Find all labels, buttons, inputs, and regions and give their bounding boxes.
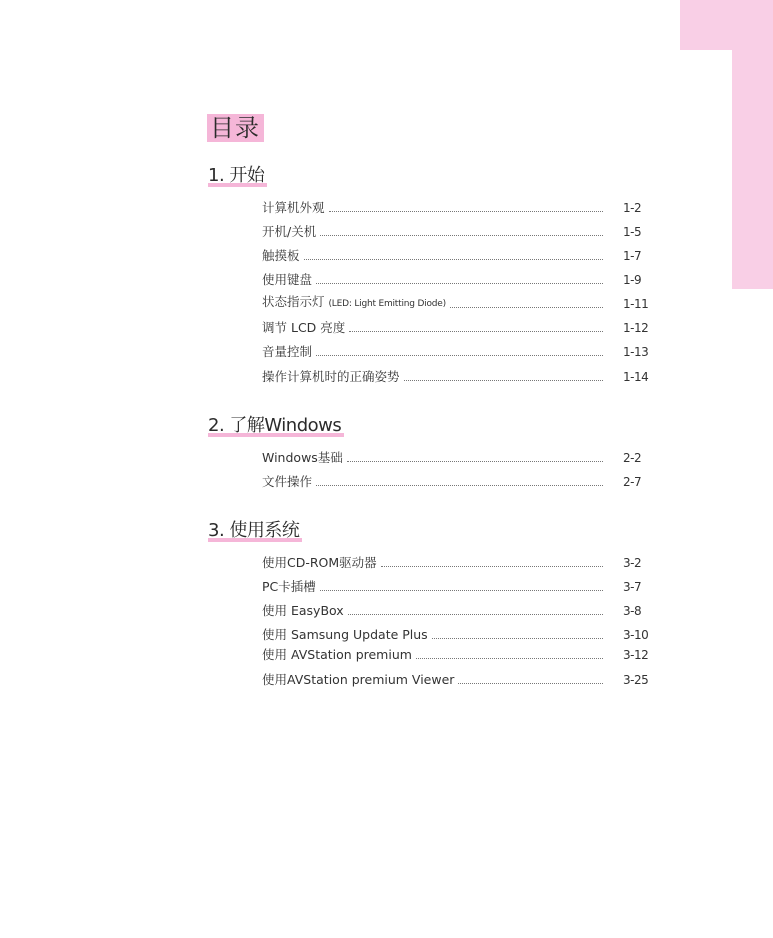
dot-leader bbox=[349, 330, 603, 332]
toc-entry-page: 3-25 bbox=[623, 673, 649, 687]
toc-entry-label bbox=[262, 294, 446, 312]
dot-leader bbox=[381, 565, 603, 567]
toc-entry-page: 2-7 bbox=[623, 475, 642, 489]
dot-leader bbox=[320, 589, 603, 591]
toc-entry[interactable] bbox=[262, 198, 644, 216]
toc-entry-label: 开机/关机 bbox=[262, 224, 317, 239]
toc-entry-label: Windows基础 bbox=[262, 450, 343, 465]
toc-entry[interactable] bbox=[262, 448, 644, 466]
toc-entry[interactable] bbox=[262, 577, 644, 595]
dot-leader bbox=[404, 379, 603, 381]
toc-entry-page: 1-12 bbox=[623, 321, 649, 335]
dot-leader bbox=[316, 484, 603, 486]
toc-entry-label: 使用AVStation premium Viewer bbox=[262, 672, 455, 687]
toc-entry-label: 使用 Samsung Update Plus bbox=[262, 627, 428, 642]
toc-entry-page: 1-13 bbox=[623, 345, 649, 359]
toc-entry[interactable] bbox=[262, 246, 644, 264]
toc-entry-page: 3-10 bbox=[623, 628, 649, 642]
dot-leader bbox=[416, 657, 603, 659]
toc-entry[interactable] bbox=[262, 294, 649, 312]
dot-leader bbox=[347, 460, 603, 462]
dot-leader bbox=[458, 682, 603, 684]
chapter-tab-top bbox=[680, 0, 773, 50]
toc-entry-page: 1-2 bbox=[623, 201, 642, 215]
toc-entry[interactable] bbox=[262, 342, 649, 360]
dot-leader bbox=[304, 258, 603, 260]
toc-entry-label-sub: (LED: Light Emitting Diode) bbox=[328, 299, 446, 309]
toc-entry-label: 调节 LCD 亮度 bbox=[262, 320, 346, 335]
toc-entry-label: 使用 EasyBox bbox=[262, 603, 344, 618]
toc-entry-page: 3-2 bbox=[623, 556, 642, 570]
toc-entry-page: 1-11 bbox=[623, 297, 649, 311]
toc-entry[interactable] bbox=[262, 553, 644, 571]
dot-leader bbox=[329, 210, 603, 212]
toc-title: 目录 bbox=[207, 114, 264, 142]
toc-entry-label: 使用键盘 bbox=[262, 272, 313, 287]
toc-entry-label-main: 状态指示灯 bbox=[262, 294, 325, 309]
toc-entry[interactable] bbox=[262, 270, 644, 288]
toc-entry-label: 操作计算机时的正确姿势 bbox=[262, 369, 400, 384]
chapter-tab-side bbox=[732, 50, 773, 289]
dot-leader bbox=[432, 637, 603, 639]
chapter-heading-1[interactable]: 1. 开始 bbox=[208, 165, 267, 187]
dot-leader bbox=[320, 234, 603, 236]
toc-entry[interactable] bbox=[262, 670, 649, 688]
toc-entry-page: 2-2 bbox=[623, 451, 642, 465]
toc-entry-label: 触摸板 bbox=[262, 248, 300, 263]
toc-entry-page: 1-9 bbox=[623, 273, 642, 287]
chapter-heading-2[interactable]: 2. 了解Windows bbox=[208, 415, 344, 437]
toc-entry-page: 3-12 bbox=[623, 648, 649, 662]
toc-entry-label: 音量控制 bbox=[262, 344, 313, 359]
toc-entry-label: PC卡插槽 bbox=[262, 579, 316, 594]
toc-entry-label: 计算机外观 bbox=[262, 200, 325, 215]
toc-entry[interactable] bbox=[262, 367, 649, 385]
dot-leader bbox=[316, 354, 603, 356]
dot-leader bbox=[450, 306, 603, 308]
toc-entry[interactable] bbox=[262, 222, 644, 240]
toc-entry-page: 3-8 bbox=[623, 604, 642, 618]
chapter-heading-3[interactable]: 3. 使用系统 bbox=[208, 520, 302, 542]
toc-entry-page: 1-14 bbox=[623, 370, 649, 384]
toc-entry[interactable] bbox=[262, 472, 644, 490]
toc-entry-page: 1-7 bbox=[623, 249, 642, 263]
toc-entry-label: 使用 AVStation premium bbox=[262, 647, 412, 662]
dot-leader bbox=[348, 613, 603, 615]
toc-entry-label: 文件操作 bbox=[262, 474, 313, 489]
dot-leader bbox=[316, 282, 603, 284]
toc-entry-page: 3-7 bbox=[623, 580, 642, 594]
toc-entry[interactable] bbox=[262, 645, 649, 663]
toc-entry-page: 1-5 bbox=[623, 225, 642, 239]
toc-entry-label: 使用CD-ROM驱动器 bbox=[262, 555, 377, 570]
toc-entry[interactable] bbox=[262, 625, 649, 643]
toc-entry[interactable] bbox=[262, 318, 649, 336]
toc-entry[interactable] bbox=[262, 601, 644, 619]
